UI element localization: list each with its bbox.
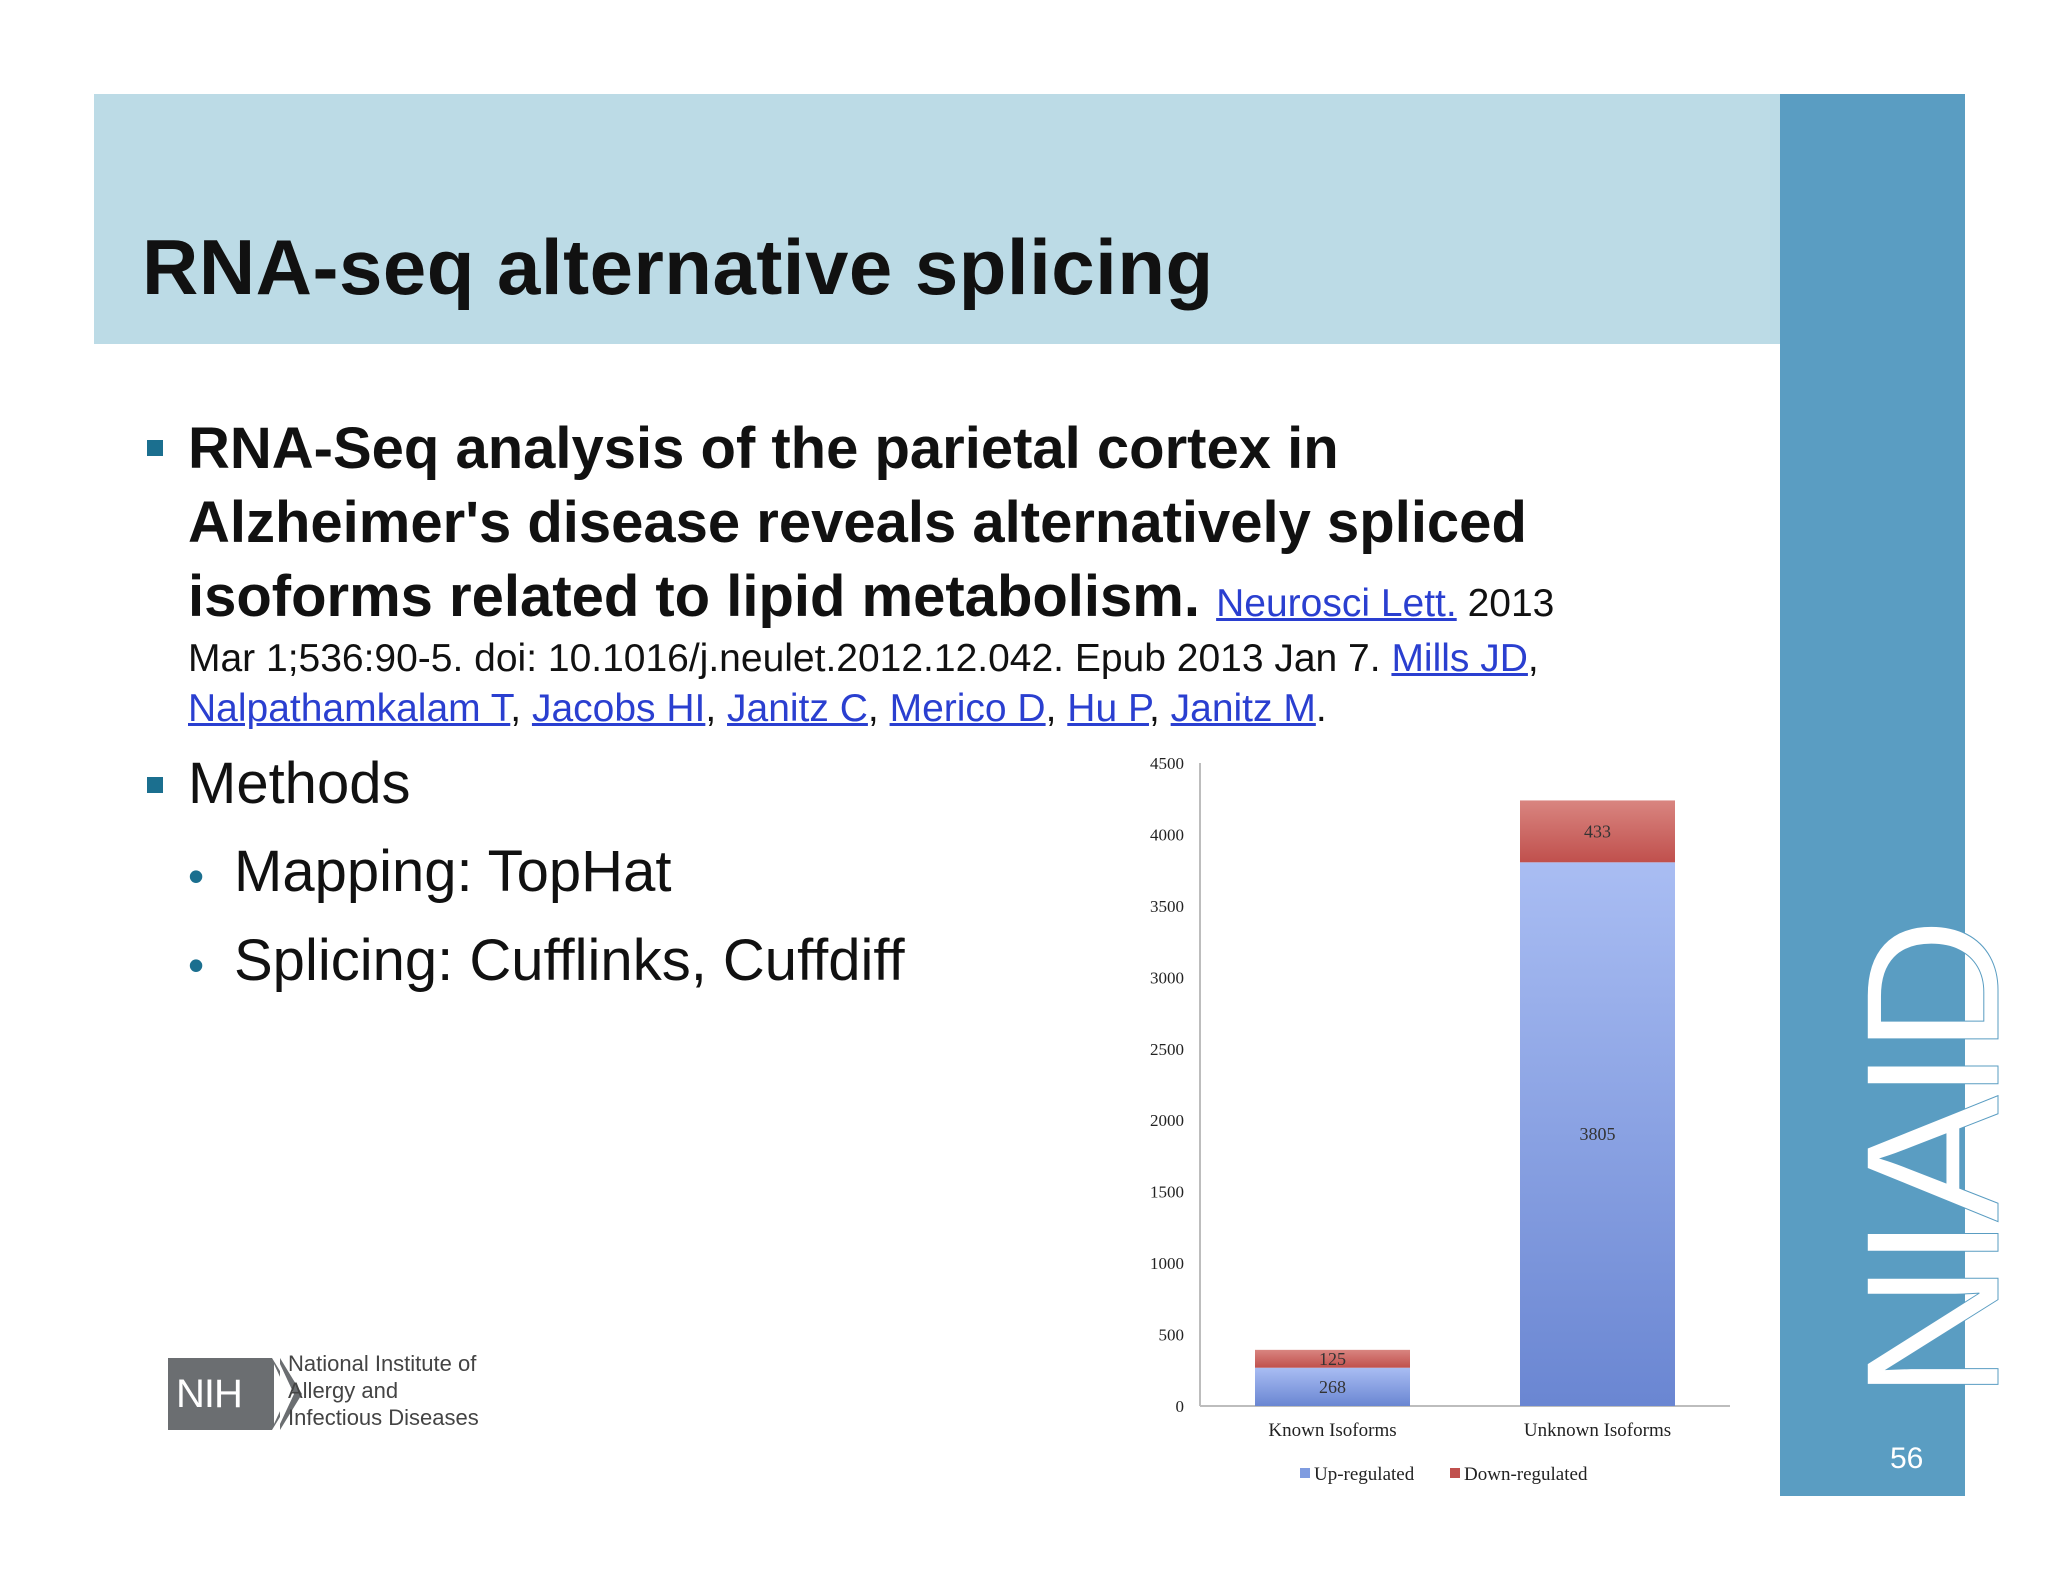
isoform-bar-chart (1100, 740, 1760, 1490)
slide-title: RNA-seq alternative splicing (142, 223, 1214, 311)
author-link[interactable]: Merico D (889, 687, 1046, 730)
nih-abbr: NIH (176, 1372, 242, 1416)
nih-line: Infectious Diseases (288, 1405, 479, 1430)
author-link[interactable]: Janitz M (1170, 687, 1316, 730)
y-tick-label: 2000 (1150, 1111, 1184, 1131)
legend-label: Down-regulated (1464, 1464, 1588, 1485)
y-tick-label: 1000 (1150, 1254, 1184, 1274)
reference-title-line: Alzheimer's disease reveals alternatively spliced (188, 490, 1527, 555)
legend-swatch (1300, 1468, 1310, 1478)
bullet-dot-icon: • (188, 938, 205, 991)
reference-year: 2013 (1467, 582, 1555, 625)
nih-line: Allergy and (288, 1378, 399, 1403)
y-tick-label: 1500 (1150, 1182, 1184, 1202)
nih-line: National Institute of (288, 1351, 477, 1376)
author-link[interactable]: Janitz C (727, 687, 868, 730)
y-tick-label: 3500 (1150, 896, 1184, 916)
method-item (188, 838, 671, 905)
author-link[interactable]: Jacobs HI (531, 687, 706, 730)
nih-institute-name (288, 1350, 479, 1431)
niaid-logo: NIAID (1827, 923, 2039, 1400)
legend-label: Up-regulated (1314, 1464, 1415, 1485)
reference-title-line: RNA-Seq analysis of the parietal cortex in (188, 416, 1339, 481)
bar-data-label: 268 (1319, 1376, 1346, 1397)
bullet-dot-icon: • (188, 849, 205, 902)
y-tick-label: 2500 (1150, 1039, 1184, 1059)
reference-title-line: isoforms related to lipid metabolism. (188, 564, 1200, 629)
journal-link[interactable]: Neurosci Lett. (1216, 582, 1457, 625)
y-tick-label: 3000 (1150, 968, 1184, 988)
reference-citation: RNA-Seq analysis of the parietal cortex in Alzheimer's disease reveals alternatively spliced isoforms related to lipid metabolism. Neurosci Lett. 2013 Mar 1;536:90-5. doi: 10.1016/j.neulet.2012.12.042. Epub 2013 Jan 7. Mills JD, Nalpathamkalam T, Jacobs HI, Janitz C, Merico D, Hu P, Janitz M. (188, 416, 1555, 730)
reference-details: Mar 1;536:90-5. doi: 10.1016/j.neulet.2012.12.042. Epub 2013 Jan 7. (188, 637, 1381, 680)
y-tick-label: 500 (1158, 1325, 1184, 1345)
author-link[interactable]: Nalpathamkalam T (188, 687, 511, 730)
method-item-text: Mapping: TopHat (234, 839, 672, 904)
author-link[interactable]: Mills JD (1391, 637, 1528, 680)
x-category-label: Unknown Isoforms (1523, 1420, 1672, 1441)
bar-data-label: 433 (1584, 821, 1611, 842)
bar-data-label: 125 (1319, 1348, 1346, 1369)
legend-swatch (1450, 1468, 1460, 1478)
y-tick-label: 4000 (1150, 825, 1184, 845)
page-number: 56 (1890, 1442, 1924, 1475)
method-item (188, 927, 905, 994)
y-tick-label: 0 (1175, 1397, 1184, 1416)
bar-data-label: 3805 (1579, 1124, 1616, 1145)
author-link[interactable]: Hu P (1067, 687, 1149, 730)
bullet-square-icon (147, 440, 163, 456)
method-item-text: Splicing: Cufflinks, Cuffdiff (234, 928, 905, 993)
x-category-label: Known Isoforms (1268, 1420, 1397, 1441)
bullet-square-icon (147, 777, 163, 793)
y-tick-label: 4500 (1150, 754, 1184, 773)
methods-heading: Methods (188, 751, 411, 816)
nih-logo-box (168, 1358, 272, 1430)
